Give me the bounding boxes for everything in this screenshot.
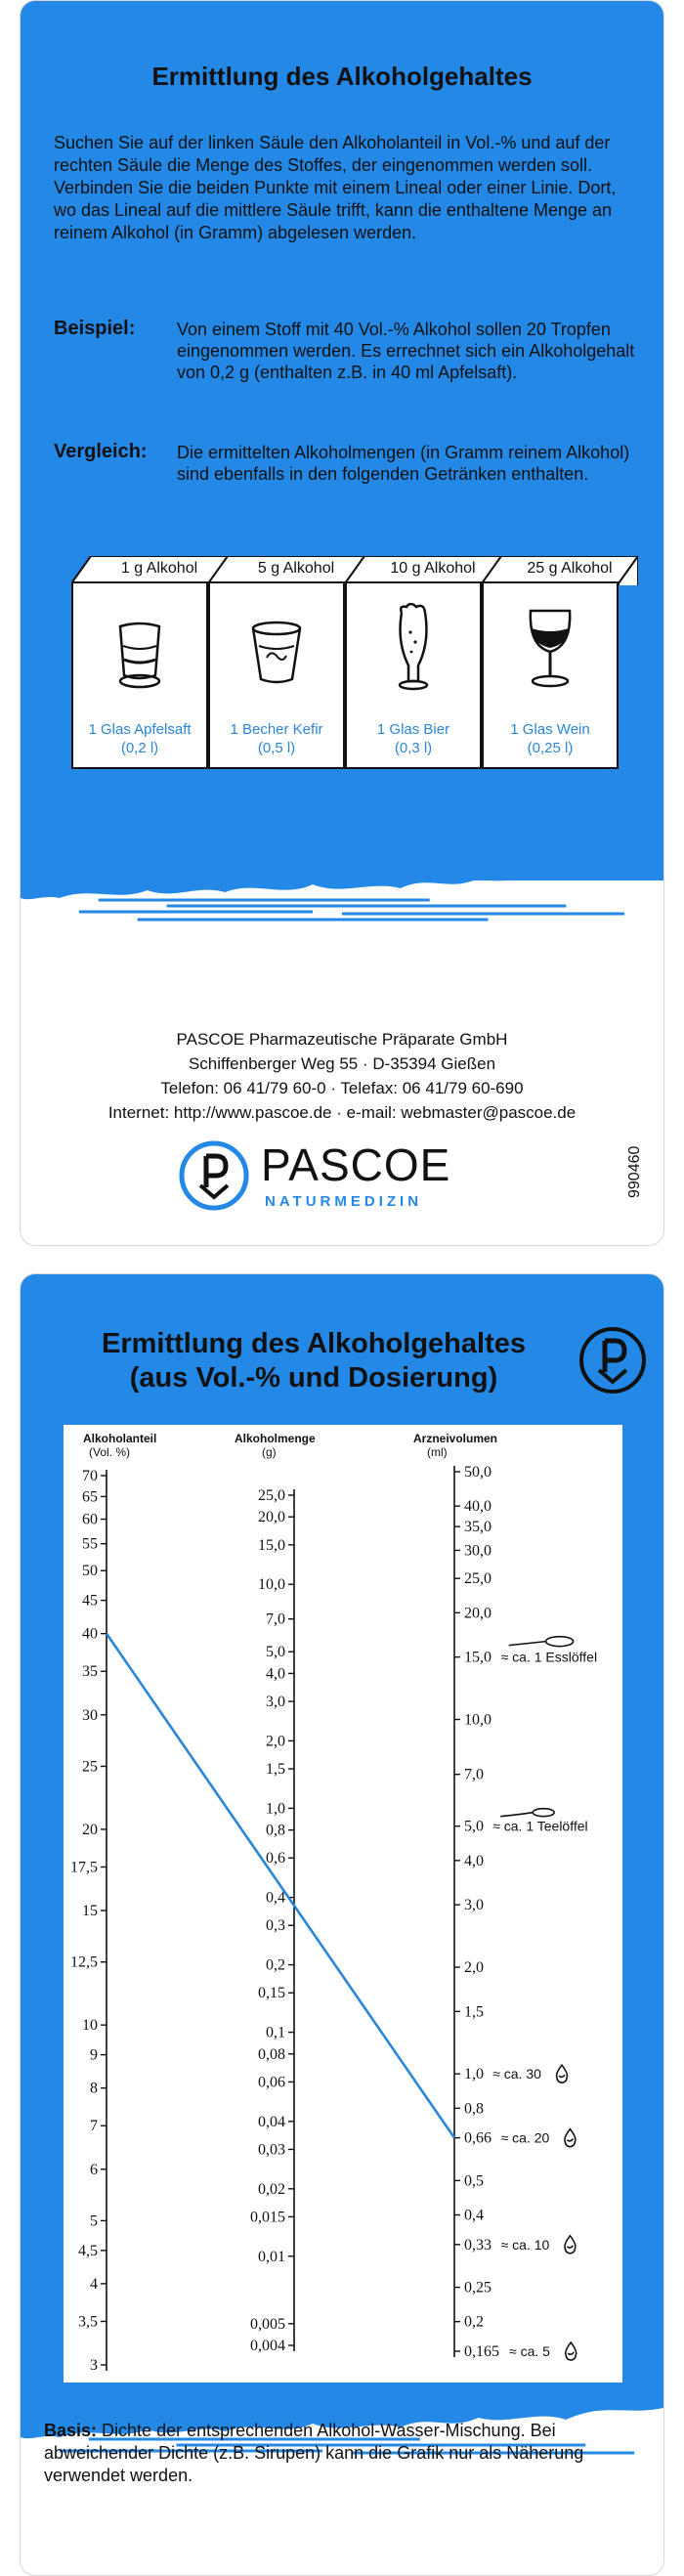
tick-label: 0,3 bbox=[266, 1917, 285, 1935]
company-name: PASCOE Pharmazeutische Präparate GmbH bbox=[176, 1030, 508, 1049]
beer-glass-icon bbox=[389, 603, 438, 697]
tablespoon-icon bbox=[509, 1642, 546, 1646]
nomogram-panel bbox=[64, 1425, 622, 2383]
box-caption-1 bbox=[73, 720, 206, 757]
drink-name: 1 Glas Wein bbox=[510, 721, 590, 738]
tick-label: 7,0 bbox=[266, 1610, 285, 1628]
volume-annotation: ≈ ca. 1 Esslöffel bbox=[500, 1649, 598, 1665]
drink-volume: (0,5 l) bbox=[257, 740, 296, 756]
box-amount-2: 5 g Alkohol bbox=[257, 560, 335, 577]
tick-label: 1,0 bbox=[266, 1800, 285, 1818]
logo-subtitle: NATURMEDIZIN bbox=[265, 1193, 423, 1210]
tick-label: 0,8 bbox=[266, 1822, 285, 1839]
instructions-text: Suchen Sie auf der linken Säule den Alkoholanteil in Vol.-% und auf der rechten Säule die Menge des Stoffes, der eingenommen werden soll. Verbinden Sie die beiden Punkte mit einem Lineal oder einer Linie. Dort, wo das Lineal auf die mittlere Säule trifft, kann die enthaltene Menge an reinem Alkohol (in Gramm) abgelesen werden. bbox=[54, 133, 617, 242]
drink-volume: (0,2 l) bbox=[120, 740, 159, 756]
kefir-cup-icon bbox=[247, 617, 306, 695]
tick-label: 25,0 bbox=[464, 1570, 492, 1588]
brush-stroke-edge bbox=[21, 841, 663, 929]
axis-title-2: Alkoholmenge bbox=[235, 1432, 316, 1445]
drink-name: 1 Glas Bier bbox=[376, 721, 450, 738]
tick-label: 40 bbox=[82, 1625, 98, 1643]
tick-label: 7 bbox=[90, 2118, 98, 2135]
tick-label: 3,0 bbox=[464, 1897, 484, 1914]
tick-label: 4 bbox=[90, 2275, 98, 2293]
volume-annotation: ≈ ca. 1 Teelöffel bbox=[492, 1818, 588, 1834]
tick-label: 65 bbox=[82, 1488, 98, 1506]
tick-label: 0,005 bbox=[250, 2315, 285, 2333]
tick-label: 0,33 bbox=[464, 2236, 492, 2254]
tick-label: 0,2 bbox=[266, 1956, 285, 1974]
tick-label: 45 bbox=[82, 1592, 98, 1610]
nomogram-chart bbox=[64, 1425, 622, 2383]
tick-label: 0,1 bbox=[266, 2024, 285, 2041]
comparison-label: Vergleich: bbox=[54, 441, 148, 462]
axis-title-1: Alkoholanteil bbox=[83, 1432, 157, 1445]
juice-glass-icon bbox=[110, 617, 169, 695]
pascoe-p-icon bbox=[177, 1138, 251, 1213]
back-title-line-2: (aus Vol.-% und Dosierung) bbox=[129, 1362, 498, 1394]
tick-label: 0,66 bbox=[464, 2129, 492, 2147]
back-title bbox=[50, 1327, 577, 1395]
tick-label: 1,5 bbox=[464, 2003, 484, 2021]
tick-label: 0,004 bbox=[250, 2338, 285, 2354]
pascoe-logo bbox=[177, 1135, 499, 1217]
tick-label: 1,0 bbox=[464, 2066, 484, 2083]
drop-icon bbox=[567, 2139, 573, 2141]
tick-label: 35 bbox=[82, 1663, 98, 1681]
tick-label: 20,0 bbox=[464, 1605, 492, 1622]
tick-label: 0,25 bbox=[464, 2279, 492, 2297]
tick-label: 3,0 bbox=[266, 1694, 285, 1711]
drink-name: 1 Glas Apfelsaft bbox=[88, 721, 192, 738]
tick-label: 0,8 bbox=[464, 2100, 484, 2118]
tick-label: 5 bbox=[90, 2212, 98, 2230]
company-street: Schiffenberger Weg 55 · D-35394 Gießen bbox=[188, 1054, 496, 1073]
axis-unit-1: (Vol. %) bbox=[89, 1445, 131, 1459]
drop-icon bbox=[565, 2129, 576, 2147]
tick-label: 0,04 bbox=[258, 2113, 285, 2130]
tick-label: 15 bbox=[82, 1903, 98, 1920]
tick-label: 6 bbox=[90, 2161, 98, 2178]
drop-icon bbox=[559, 2075, 565, 2077]
tick-label: 15,0 bbox=[464, 1649, 492, 1666]
tick-label: 4,0 bbox=[464, 1852, 484, 1869]
logo-name: PASCOE bbox=[261, 1139, 451, 1190]
drop-icon bbox=[566, 2342, 577, 2360]
tick-label: 0,02 bbox=[258, 2180, 285, 2198]
tick-label: 9 bbox=[90, 2046, 98, 2064]
tick-label: 1,5 bbox=[266, 1761, 285, 1779]
volume-annotation: ≈ ca. 20 bbox=[500, 2129, 550, 2146]
teaspoon-icon bbox=[533, 1809, 554, 1817]
basis-text: Dichte der entsprechenden Alkohol-Wasser-Mischung. Bei abweichender Dichte (z.B. Sirupen) kann die Grafik nur als Näherung verwendet werden. bbox=[44, 2421, 584, 2485]
tick-label: 25 bbox=[82, 1758, 98, 1776]
tick-label: 5,0 bbox=[266, 1644, 285, 1661]
tick-label: 0,165 bbox=[464, 2343, 499, 2360]
axis-unit-2: (g) bbox=[262, 1445, 277, 1459]
box-amount-1: 1 g Alkohol bbox=[120, 560, 198, 577]
tick-label: 60 bbox=[82, 1511, 98, 1528]
drop-icon bbox=[557, 2065, 568, 2082]
tick-label: 0,15 bbox=[258, 1985, 285, 2002]
tick-label: 55 bbox=[82, 1535, 98, 1553]
comparison-boxes bbox=[71, 556, 638, 783]
tick-label: 0,015 bbox=[250, 2209, 285, 2226]
box-wein bbox=[482, 581, 619, 769]
tick-label: 0,2 bbox=[464, 2313, 484, 2331]
volume-annotation: ≈ ca. 10 bbox=[500, 2236, 550, 2253]
tick-label: 15,0 bbox=[258, 1536, 285, 1554]
tick-label: 12,5 bbox=[70, 1953, 98, 1971]
wine-glass-icon bbox=[521, 607, 579, 695]
drop-icon bbox=[565, 2236, 576, 2254]
tick-label: 0,06 bbox=[258, 2074, 285, 2091]
drop-icon bbox=[568, 2352, 574, 2354]
tick-label: 4,5 bbox=[78, 2242, 98, 2259]
tick-label: 10,0 bbox=[258, 1576, 285, 1594]
box-bier bbox=[345, 581, 482, 769]
back-title-line-1: Ermittlung des Alkoholgehaltes bbox=[102, 1328, 526, 1359]
basis-note bbox=[44, 2420, 650, 2487]
tick-label: 8 bbox=[90, 2080, 98, 2097]
tick-label: 0,6 bbox=[266, 1850, 285, 1868]
tick-label: 17,5 bbox=[70, 1859, 98, 1876]
company-phone: Telefon: 06 41/79 60-0 · Telefax: 06 41/79 60-690 bbox=[160, 1079, 524, 1097]
box-amount-3: 10 g Alkohol bbox=[390, 560, 476, 577]
tick-label: 3,5 bbox=[78, 2313, 98, 2331]
teaspoon-icon bbox=[500, 1813, 533, 1817]
volume-annotation: ≈ ca. 5 bbox=[509, 2343, 550, 2359]
front-title: Ermittlung des Alkoholgehaltes bbox=[151, 62, 533, 91]
tick-label: 0,08 bbox=[258, 2045, 285, 2063]
company-address bbox=[21, 1027, 663, 1125]
tick-label: 2,0 bbox=[266, 1733, 285, 1750]
tick-label: 10,0 bbox=[464, 1711, 492, 1729]
tick-label: 0,4 bbox=[266, 1889, 285, 1907]
tick-label: 20 bbox=[82, 1821, 98, 1838]
tick-label: 7,0 bbox=[464, 1766, 484, 1783]
tick-label: 10 bbox=[82, 2017, 98, 2035]
drink-name: 1 Becher Kefir bbox=[230, 721, 323, 738]
back-card bbox=[20, 1273, 664, 2576]
drink-volume: (0,25 l) bbox=[527, 740, 574, 756]
tick-label: 50 bbox=[82, 1563, 98, 1580]
tick-label: 0,01 bbox=[258, 2248, 285, 2265]
article-code: 990460 bbox=[626, 1145, 643, 1198]
example-label: Beispiel: bbox=[54, 318, 136, 339]
company-internet: Internet: http://www.pascoe.de · e-mail: webmaster@pascoe.de bbox=[107, 1103, 577, 1122]
box-apfelsaft bbox=[71, 581, 208, 769]
tick-label: 2,0 bbox=[464, 1959, 484, 1977]
axis-title-3: Arzneivolumen bbox=[413, 1432, 498, 1445]
pascoe-p-icon bbox=[577, 1325, 648, 1395]
tick-label: 20,0 bbox=[258, 1509, 285, 1526]
tick-label: 0,5 bbox=[464, 2172, 484, 2190]
front-card bbox=[20, 0, 664, 1246]
example-text: Von einem Stoff mit 40 Vol.-% Alkohol sollen 20 Tropfen eingenommen werden. Es errechnet sich ein Alkoholgehalt von 0,2 g (enthalten z.B. in 40 ml Apfelsaft). bbox=[177, 320, 635, 382]
box-caption-2 bbox=[210, 720, 343, 757]
tick-label: 25,0 bbox=[258, 1487, 285, 1504]
box-kefir bbox=[208, 581, 345, 769]
tick-label: 0,03 bbox=[258, 2141, 285, 2159]
tick-label: 4,0 bbox=[266, 1665, 285, 1683]
tick-label: 50,0 bbox=[464, 1464, 492, 1481]
tick-label: 3 bbox=[90, 2357, 98, 2374]
tick-label: 0,4 bbox=[464, 2207, 484, 2224]
comparison-text: Die ermittelten Alkoholmengen (in Gramm reinem Alkohol) sind ebenfalls in den folgenden Getränken enthalten. bbox=[177, 443, 630, 484]
tick-label: 35,0 bbox=[464, 1519, 492, 1536]
volume-annotation: ≈ ca. 30 bbox=[492, 2066, 541, 2082]
tick-label: 30 bbox=[82, 1706, 98, 1724]
box-caption-3 bbox=[347, 720, 480, 757]
tablespoon-icon bbox=[546, 1637, 574, 1647]
tick-label: 30,0 bbox=[464, 1542, 492, 1560]
box-caption-4 bbox=[484, 720, 617, 757]
basis-label: Basis: bbox=[44, 2421, 98, 2440]
box-amount-4: 25 g Alkohol bbox=[527, 560, 613, 577]
tick-label: 40,0 bbox=[464, 1498, 492, 1516]
drop-icon bbox=[567, 2246, 573, 2248]
tick-label: 5,0 bbox=[464, 1818, 484, 1835]
drink-volume: (0,3 l) bbox=[394, 740, 433, 756]
tick-label: 70 bbox=[82, 1468, 98, 1484]
axis-unit-3: (ml) bbox=[427, 1445, 448, 1459]
